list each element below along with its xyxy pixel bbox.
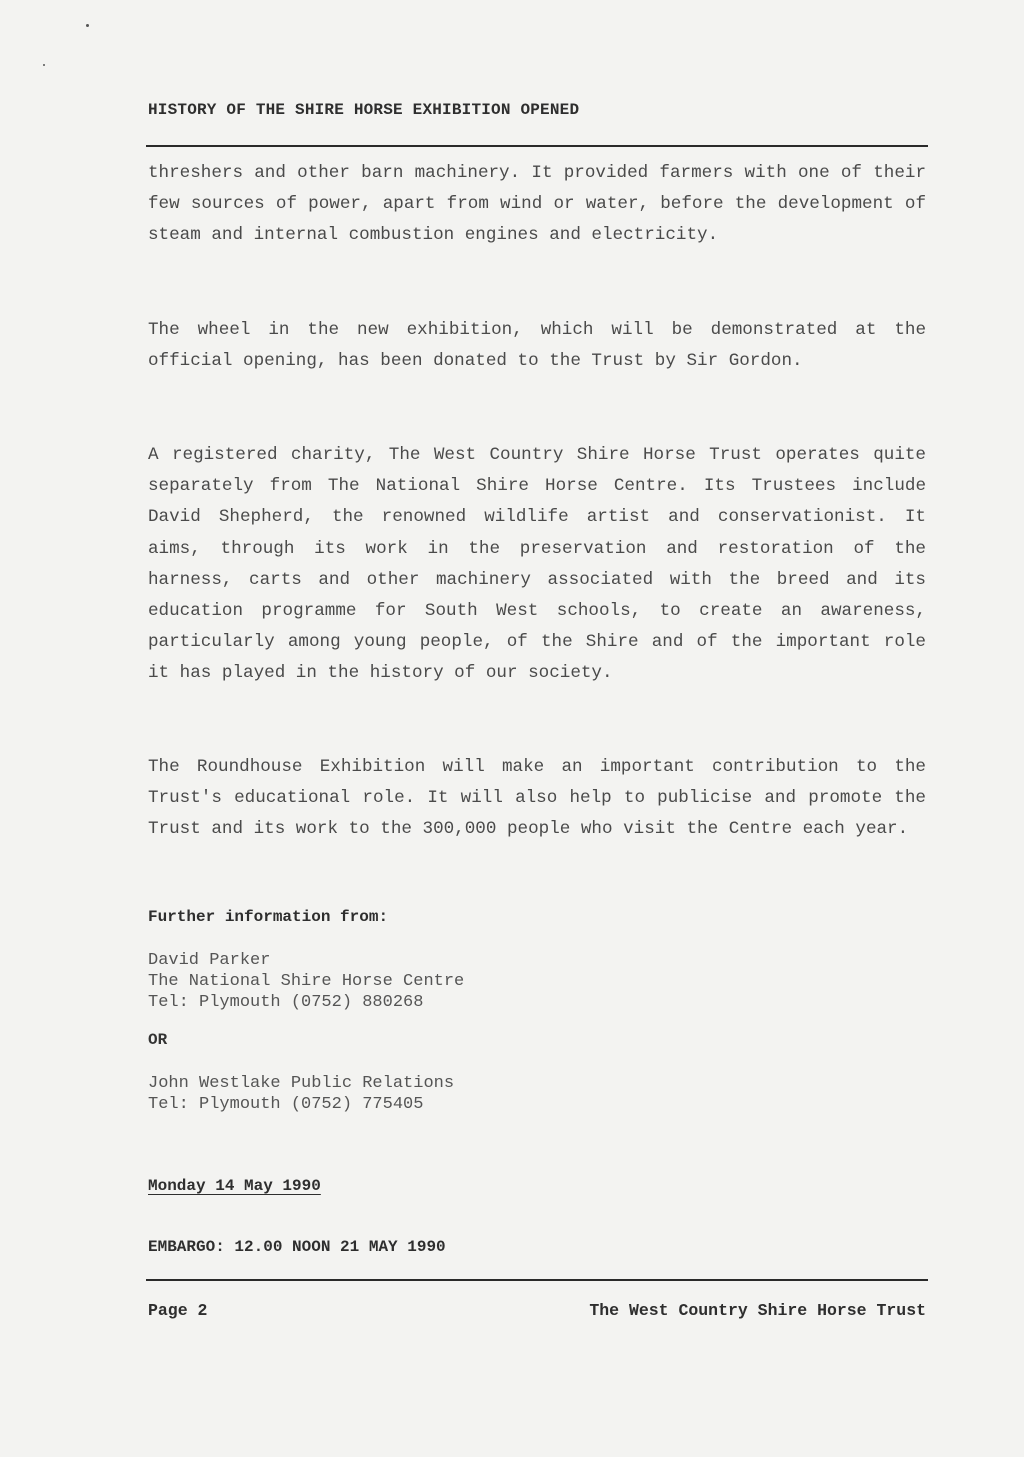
- body-paragraph: A registered charity, The West Country Shire Horse Trust operates quite separately from The National Shire Horse Centre. Its Trustees include David Shepherd, the renowned wildlife artist and conservationist. It aims, through its work in the preservation and restoration of the harness, carts and other machinery associated with the breed and its education programme for South West schools, to create an awareness, particularly among young people, of the Shire and of the important role it has played in the history of our society.: [148, 445, 926, 684]
- scan-speck: [86, 24, 89, 27]
- page-number: Page 2: [148, 1301, 208, 1320]
- body-paragraph: threshers and other barn machinery. It provided farmers with one of their few sources of power, apart from wind or water, before the development of steam and internal combustion engines and electricity.: [148, 163, 926, 246]
- primary-contact: [148, 950, 464, 1013]
- footer-divider: [146, 1279, 928, 1281]
- body-paragraph: The wheel in the new exhibition, which will be demonstrated at the official opening, has been donated to the Trust by Sir Gordon.: [148, 320, 926, 372]
- secondary-contact: [148, 1073, 454, 1115]
- body-paragraph: The Roundhouse Exhibition will make an important contribution to the Trust's educational role. It will also help to publicise and promote the Trust and its work to the 300,000 people who visit the Centre each year.: [148, 757, 926, 840]
- contact-organisation: John Westlake Public Relations: [148, 1074, 455, 1093]
- embargo-notice: EMBARGO: 12.00 NOON 21 MAY 1990: [148, 1238, 446, 1256]
- issue-date: Monday 14 May 1990: [148, 1177, 321, 1195]
- contact-name: David Parker: [148, 951, 271, 970]
- contact-organisation: The National Shire Horse Centre: [148, 972, 465, 991]
- footer-organisation: The West Country Shire Horse Trust: [589, 1301, 926, 1320]
- contact-heading: Further information from:: [148, 908, 389, 926]
- header-divider: [146, 145, 928, 147]
- contact-phone: Tel: Plymouth (0752) 880268: [148, 993, 424, 1012]
- document-title: HISTORY OF THE SHIRE HORSE EXHIBITION OPENED: [148, 101, 580, 119]
- contact-phone: Tel: Plymouth (0752) 775405: [148, 1095, 424, 1114]
- contact-separator: OR: [148, 1031, 168, 1049]
- scan-speck: [43, 64, 45, 66]
